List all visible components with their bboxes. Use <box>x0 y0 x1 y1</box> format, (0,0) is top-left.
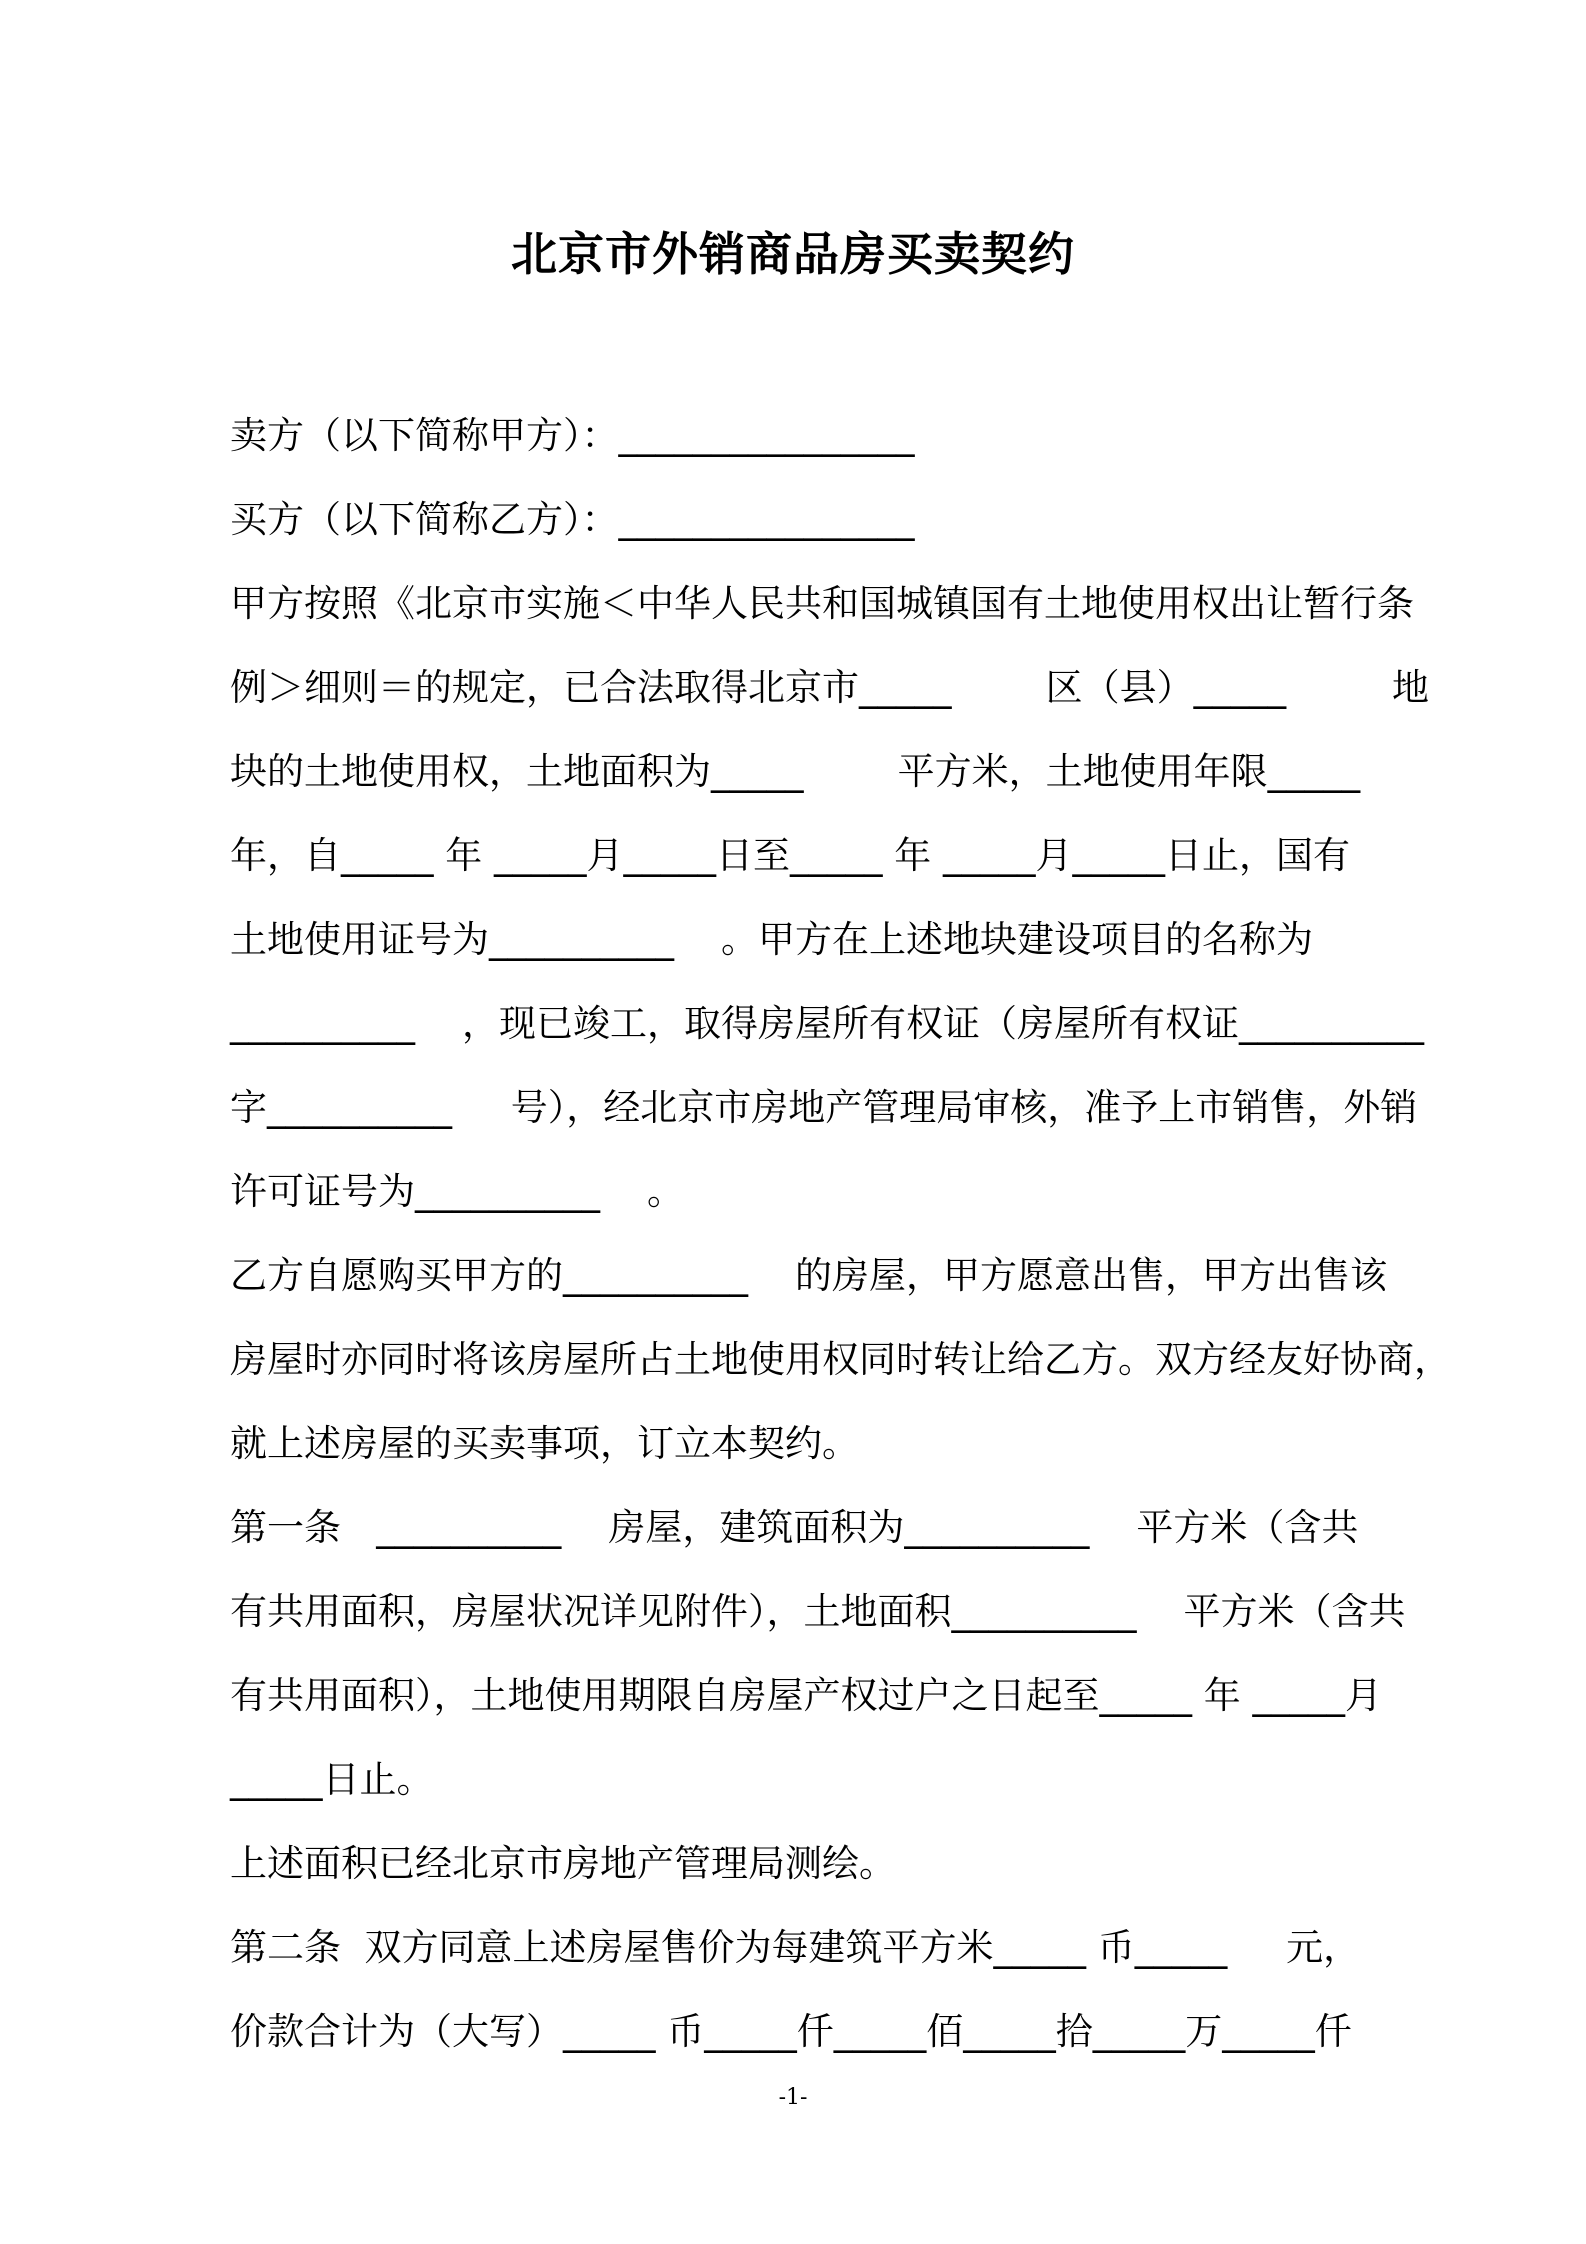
paragraph-line: 土地使用证号为__________ 。甲方在上述地块建设项目的名称为 <box>230 918 1314 961</box>
paragraph-line: 字__________ 号），经北京市房地产管理局审核，准予上市销售，外销 <box>230 1086 1418 1129</box>
paragraph-line: _____日止。 <box>230 1758 434 1801</box>
paragraph-line: __________ ，现已竣工，取得房屋所有权证（房屋所有权证__________ <box>230 1002 1425 1045</box>
article-2-line: 第二条 双方同意上述房屋售价为每建筑平方米_____ 币_____ 元， <box>230 1926 1361 1969</box>
paragraph-line: 价款合计为（大写）_____ 币_____仟_____佰_____拾_____万_____仟 <box>230 2010 1352 2053</box>
contract-title: 北京市外销商品房买卖契约 <box>511 227 1075 281</box>
paragraph-line: 房屋时亦同时将该房屋所占土地使用权同时转让给乙方。双方经友好协商， <box>230 1338 1451 1381</box>
paragraph-line: 上述面积已经北京市房地产管理局测绘。 <box>230 1842 896 1885</box>
seller-line: 卖方（以下简称甲方）：________________ <box>230 414 915 457</box>
paragraph-line: 乙方自愿购买甲方的__________ 的房屋，甲方愿意出售，甲方出售该 <box>230 1254 1388 1297</box>
paragraph-line: 甲方按照《北京市实施＜中华人民共和国城镇国有土地使用权出让暂行条 <box>230 582 1414 625</box>
paragraph-line: 块的土地使用权，土地面积为_____ 平方米，土地使用年限_____ <box>230 750 1361 793</box>
page-number: -1- <box>778 2085 808 2110</box>
buyer-line: 买方（以下简称乙方）：________________ <box>230 498 915 541</box>
paragraph-line: 许可证号为__________ 。 <box>230 1170 685 1213</box>
paragraph-line: 有共用面积），土地使用期限自房屋产权过户之日起至_____ 年 _____月 <box>230 1674 1383 1717</box>
paragraph-line: 例＞细则＝的规定，已合法取得北京市_____ 区（县）_____ 地 <box>230 666 1429 709</box>
paragraph-line: 就上述房屋的买卖事项，订立本契约。 <box>230 1422 859 1465</box>
article-1-line: 第一条 __________ 房屋，建筑面积为__________ 平方米（含共 <box>230 1506 1359 1549</box>
paragraph-line: 年，自_____ 年 _____月_____日至_____ 年 _____月_____日止，国有 <box>230 834 1351 877</box>
paragraph-line: 有共用面积，房屋状况详见附件），土地面积__________ 平方米（含共 <box>230 1590 1406 1633</box>
